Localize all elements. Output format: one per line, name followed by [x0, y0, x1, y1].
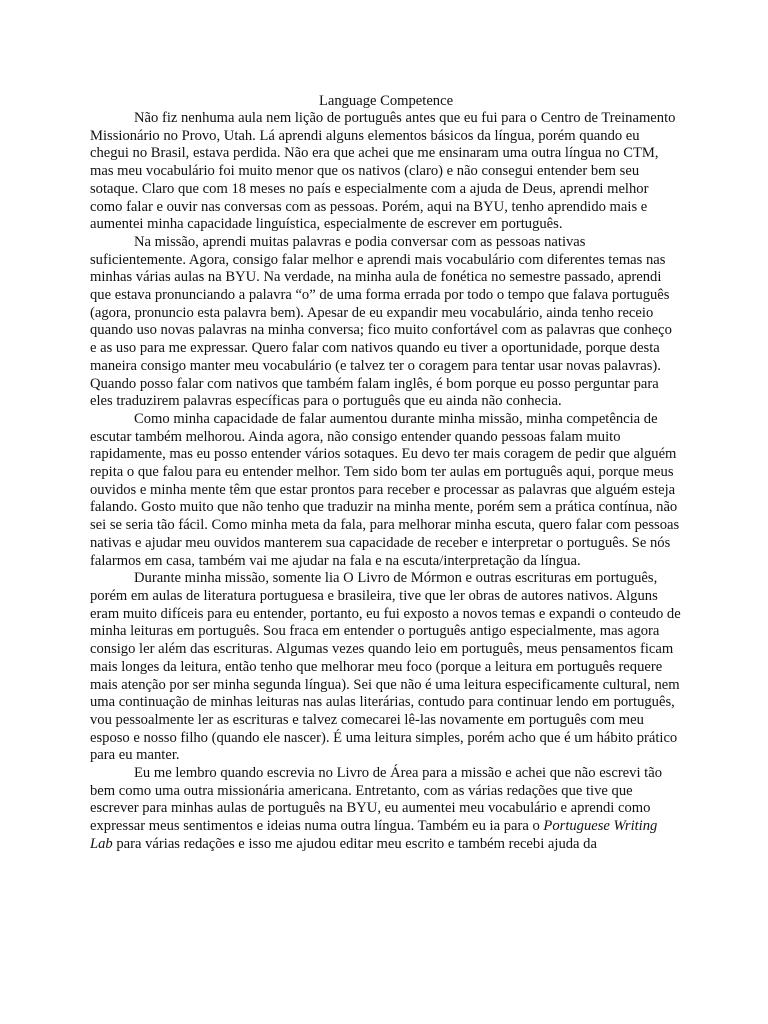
document-page [90, 92, 682, 854]
paragraph: Não fiz nenhuma aula nem lição de português antes que eu fui para o Centro de Treinamento Missionário no Provo, Utah. Lá aprendi alguns elementos básicos da língua, porém quando eu chegui no Brasil, estava perdida. Não era que achei que me ensinaram uma outra língua no CTM, mas meu vocabulário foi muito menor que os nativos (claro) e não consegui entender bem seu sotaque. Claro que com 18 meses no país e especialmente com a ajuda de Deus, aprendi melhor como falar e ouvir nas conversas com as pessoas. Porém, aqui na BYU, tenho aprendido mais e aumentei minha capacidade linguística, especialmente de escrever em português. [90, 110, 676, 233]
paragraph: Como minha capacidade de falar aumentou durante minha missão, minha competência de escutar também melhorou. Ainda agora, não consigo entender quando pessoas falam muito rapidamente, mas eu posso entender vários sotaques. Eu devo ter mais coragem de pedir que alguém repita o que falou para eu entender melhor. Tem sido bom ter aulas em português aqui, porque meus ouvidos e minha mente têm que estar prontos para receber e processar as palavras que alguém esteja falando. Gosto muito que não tenho que traduzir na minha mente, porém sem a prática contínua, não sei se seria tão fácil. Como minha meta da fala, para melhorar minha escuta, quero falar com pessoas nativas e ajudar meu ouvidos manterem sua capacidade de receber e interpretar o português. Se nós falarmos em casa, também vai me ajudar na fala e na escuta/interpretação da língua. [90, 410, 680, 569]
document-title: Language Competence [318, 93, 454, 109]
paragraph-text: Eu me lembro quando escrevia no Livro de Área para a missão e achei que não escrevi tão bem como uma outra missionária americana. Entretanto, com as várias redações que tive que escrever para minhas aulas de português na BYU, eu aumentei meu vocabulário e aprendi como expressar meus sentimentos e ideias numa outra língua. Também eu ia para o [90, 765, 662, 835]
paragraph: Na missão, aprendi muitas palavras e podia conversar com as pessoas nativas suficientemente. Agora, consigo falar melhor e aprendi mais vocabulário com diferentes temas nas minhas várias aulas na BYU. Na verdade, na minha aula de fonética no semestre passado, aprendi que estava pronunciando a palavra “o” de uma forma errada por todo o tempo que falava português (agora, pronuncio esta palavra bem). Apesar de eu expandir meu vocabulário, ainda tenho receio quando uso novas palavras na minha conversa; fico muito confortável com as palavras que conheço e as uso para me expressar. Quero falar com nativos quando eu tiver a oportunidade, porque desta maneira consigo manter meu vocabulário (e talvez ter o coragem para tentar usar novas palavras). Quando posso falar com nativos que também falam inglês, é bom porque eu posso perguntar para eles traduzirem palavras específicas para o português que eu ainda não conhecia. [90, 233, 672, 410]
paragraph [90, 765, 682, 854]
paragraph: Durante minha missão, somente lia O Livro de Mórmon e outras escrituras em português, porém em aulas de literatura portuguesa e brasileira, tive que ler obras de autores nativos. Alguns eram muito difíceis para eu entender, portanto, eu fui exposto a novos temas e expandi o conteudo de minha leituras em português. Sou fraca em entender o português antigo especialmente, mas agora consigo ler além das escrituras. Algumas vezes quando leio em português, meus pensamentos ficam mais longes da leitura, então tenho que melhorar meu foco (porque a leitura em português requere mais atenção por ser minha segunda língua). Sei que não é uma leitura especificamente cultural, nem uma continuação de minhas leituras nas aulas literárias, contudo para continuar lendo em português, vou pessoalmente ler as escrituras e talvez comecarei lê-las novamente em português com meu esposo e nosso filho (quando ele nascer). É uma leitura simples, porém acho que é um hábito prático para eu manter. [90, 570, 681, 764]
italic-text: Portuguese Writing Lab [90, 818, 658, 852]
paragraph-text: para várias redações e isso me ajudou editar meu escrito e também recebi ajuda da [112, 835, 597, 852]
